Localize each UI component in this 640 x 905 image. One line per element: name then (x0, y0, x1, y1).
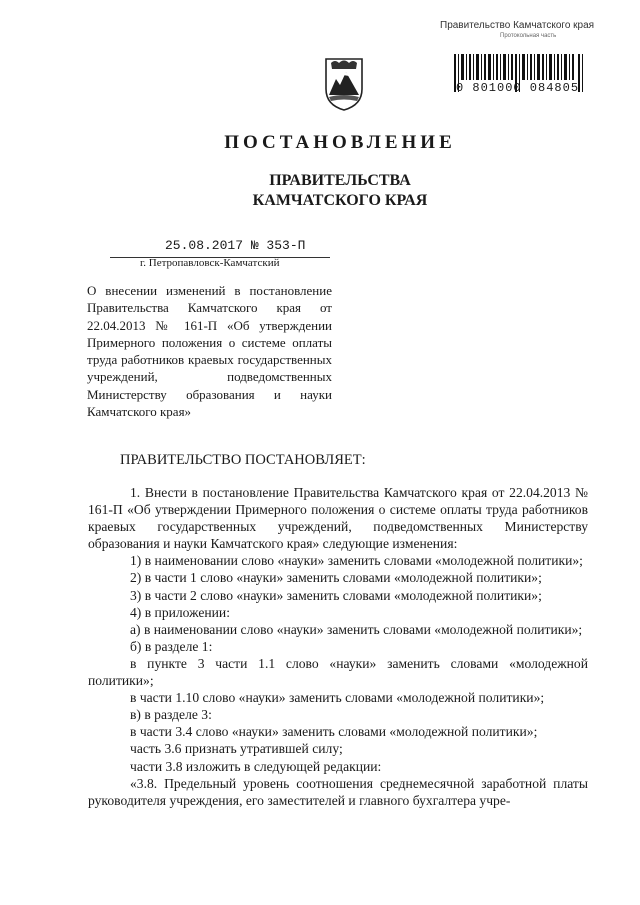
date-number-line (110, 238, 330, 258)
paragraph: в пункте 3 части 1.1 слово «науки» заменить словами «молодежной политики»; (88, 655, 588, 689)
paragraph: 3) в части 2 слово «науки» заменить словами «молодежной политики»; (130, 587, 542, 603)
kamchatka-coat-of-arms-icon (323, 55, 365, 111)
decree-heading: ПРАВИТЕЛЬСТВО ПОСТАНОВЛЯЕТ: (120, 452, 366, 468)
issuer-line-2: КАМЧАТСКОГО КРАЯ (252, 192, 428, 209)
paragraph: в части 3.4 слово «науки» заменить словами «молодежной политики»; (130, 724, 538, 740)
paragraph: 2) в части 1 слово «науки» заменить словами «молодежной политики»; (130, 570, 542, 586)
issuer-block (0, 171, 640, 211)
paragraph: в) в разделе 3: (130, 707, 212, 723)
document-body (88, 484, 588, 809)
document-title: ПОСТАНОВЛЕНИЕ (224, 132, 456, 153)
barcode-number: 0 801000 084805 (456, 81, 580, 95)
paragraph: а) в наименовании слово «науки» заменить словами «молодежной политики»; (130, 621, 583, 637)
paragraph: б) в разделе 1: (130, 638, 213, 654)
paragraph: 1. Внести в постановление Правительства Камчатского края от 22.04.2013 № 161-П «Об утверждении Примерного положения о системе оплаты труда работников краевых государственных учреждений, подведомственных Министерству образования и науки Камчатского края» следующие изменения: (88, 485, 588, 552)
city: г. Петропавловск-Камчатский (140, 257, 280, 269)
document-subject: О внесении изменений в постановление Правительства Камчатского края от 22.04.2013 № 161-П «Об утверждении Примерного положения о системе оплаты труда работников краевых государственных учреждений, подведомственных Министерству образования и науки Камчатского края» (87, 283, 332, 420)
paragraph: «3.8. Предельный уровень соотношения среднемесячной заработной платы руководителя учреждения, его заместителей и главного бухгалтера учре- (88, 775, 588, 808)
stamp-title: Правительство Камчатского края (440, 20, 595, 31)
paragraph: часть 3.6 признать утратившей силу; (130, 741, 343, 757)
registration-stamp (440, 20, 630, 39)
stamp-subtitle: Протокольная часть (500, 33, 557, 39)
paragraph: 4) в приложении: (130, 604, 230, 620)
paragraph: 1) в наименовании слово «науки» заменить словами «молодежной политики»; (130, 553, 583, 569)
issuer-line-1: ПРАВИТЕЛЬСТВА (269, 172, 411, 189)
date-number: 25.08.2017 № 353-П (165, 238, 306, 253)
paragraph: в части 1.10 слово «науки» заменить словами «молодежной политики»; (130, 690, 545, 706)
paragraph: части 3.8 изложить в следующей редакции: (130, 758, 382, 774)
